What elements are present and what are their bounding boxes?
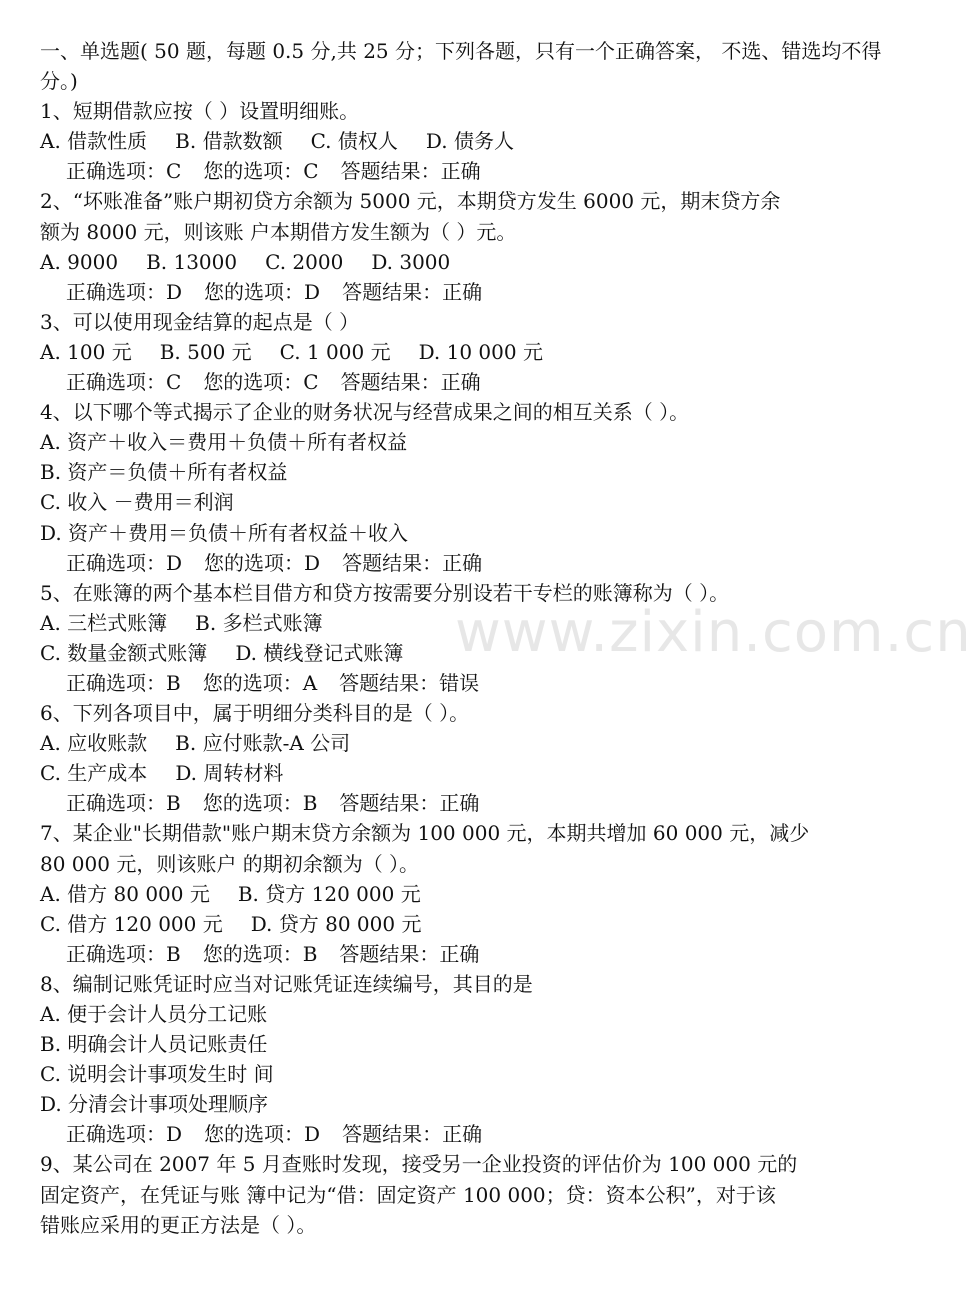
answer-outcome: 答题结果：正确 <box>339 791 480 816</box>
answer-option: C. 1 000 元 <box>279 339 391 364</box>
answer-outcome: 答题结果：正确 <box>340 370 481 395</box>
question-block <box>40 1149 890 1239</box>
answer-option: B. 500 元 <box>159 339 252 364</box>
option-line <box>40 1059 890 1089</box>
answer-result-line <box>40 1119 890 1149</box>
question-block <box>40 969 890 1150</box>
answer-result-line <box>40 788 890 818</box>
answer-outcome: 答题结果：正确 <box>342 550 483 575</box>
answer-option: D. 10 000 元 <box>418 339 543 364</box>
question-stem-line: 80 000 元，则该账户 的期初余额为（ ）。 <box>40 851 420 876</box>
option-line <box>40 909 890 939</box>
your-option: 您的选项：B <box>202 941 318 966</box>
question-stem-line: 6、下列各项目中，属于明细分类科目的是（ ）。 <box>40 701 470 726</box>
answer-option: C. 数量金额式账簿 <box>40 640 208 665</box>
answer-option: B. 明确会计人员记账责任 <box>40 1032 268 1057</box>
answer-option: C. 债权人 <box>310 129 398 154</box>
answer-result-line <box>40 668 890 698</box>
option-line <box>40 638 890 668</box>
option-line <box>40 457 890 487</box>
answer-option: C. 收入 －费用＝利润 <box>40 490 234 515</box>
question-stem-line: 错账应采用的更正方法是（ ）。 <box>40 1212 317 1237</box>
question-block <box>40 698 890 818</box>
correct-option: 正确选项：B <box>66 670 181 695</box>
your-option: 您的选项：D <box>204 1122 321 1147</box>
option-line <box>40 1029 890 1059</box>
question-block <box>40 818 890 968</box>
answer-option: C. 借方 120 000 元 <box>40 911 223 936</box>
answer-option: A. 100 元 <box>40 339 132 364</box>
answer-option: D. 分清会计事项处理顺序 <box>40 1092 269 1117</box>
correct-option: 正确选项：B <box>66 941 181 966</box>
option-line <box>40 427 890 457</box>
option-line <box>40 518 890 548</box>
your-option: 您的选项：D <box>204 279 321 304</box>
option-line <box>40 337 890 367</box>
your-option: 您的选项：B <box>202 791 318 816</box>
correct-option: 正确选项：D <box>66 279 183 304</box>
option-line <box>40 126 890 156</box>
answer-option: A. 借方 80 000 元 <box>40 881 210 906</box>
question-stem-line: 9、某公司在 2007 年 5 月查账时发现，接受另一企业投资的评估价为 100 000 元的 <box>40 1152 798 1177</box>
question-stem-line: 1、短期借款应按（ ）设置明细账。 <box>40 99 360 124</box>
answer-option: B. 资产＝负债＋所有者权益 <box>40 460 288 485</box>
correct-option: 正确选项：D <box>66 1122 183 1147</box>
answer-option: B. 借款数额 <box>175 129 283 154</box>
answer-outcome: 答题结果：正确 <box>340 159 481 184</box>
correct-option: 正确选项：D <box>66 550 183 575</box>
question-block <box>40 397 890 578</box>
answer-option: A. 资产＋收入＝费用＋负债＋所有者权益 <box>40 430 408 455</box>
your-option: 您的选项：C <box>203 370 319 395</box>
answer-option: D. 3000 <box>371 249 451 274</box>
answer-option: A. 9000 <box>40 249 119 274</box>
option-line <box>40 728 890 758</box>
answer-option: C. 生产成本 <box>40 761 148 786</box>
question-block <box>40 578 890 698</box>
answer-option: D. 周转材料 <box>175 761 284 786</box>
section-header: 一、单选题( 50 题，每题 0.5 分,共 25 分；下列各题，只有一个正确答案， 不选、错选均不得分。) <box>40 39 882 94</box>
answer-option: B. 13000 <box>146 249 238 274</box>
question-block <box>40 96 890 186</box>
answer-option: C. 说明会计事项发生时 间 <box>40 1062 274 1087</box>
answer-option: D. 横线登记式账簿 <box>235 640 404 665</box>
correct-option: 正确选项：B <box>66 791 181 816</box>
option-line <box>40 758 890 788</box>
question-stem-line: 额为 8000 元，则该账 户本期借方发生额为（ ）元。 <box>40 219 517 244</box>
question-stem-line: 4、以下哪个等式揭示了企业的财务状况与经营成果之间的相互关系（ ）。 <box>40 400 690 425</box>
option-line <box>40 487 890 517</box>
answer-option: B. 应付账款-A 公司 <box>175 731 351 756</box>
option-line <box>40 879 890 909</box>
answer-option: B. 贷方 120 000 元 <box>237 881 421 906</box>
question-stem-line: 8、编制记账凭证时应当对记账凭证连续编号，其目的是 <box>40 971 533 996</box>
answer-outcome: 答题结果：正确 <box>339 941 480 966</box>
answer-option: D. 贷方 80 000 元 <box>250 911 422 936</box>
option-line <box>40 999 890 1029</box>
answer-option: A. 便于会计人员分工记账 <box>40 1002 268 1026</box>
answer-option: D. 资产＋费用＝负债＋所有者权益＋收入 <box>40 520 409 545</box>
answer-outcome: 答题结果：错误 <box>339 670 480 695</box>
answer-option: A. 三栏式账簿 <box>40 610 168 635</box>
answer-result-line <box>40 277 890 307</box>
answer-option: A. 借款性质 <box>40 129 148 154</box>
correct-option: 正确选项：C <box>66 370 182 395</box>
answer-option: C. 2000 <box>265 249 344 274</box>
your-option: 您的选项：C <box>203 159 319 184</box>
answer-result-line <box>40 939 890 969</box>
answer-result-line <box>40 548 890 578</box>
question-stem-line: 固定资产，在凭证与账 簿中记为“借：固定资产 100 000；贷：资本公积”，对于该 <box>40 1182 776 1207</box>
your-option: 您的选项：A <box>202 670 318 695</box>
question-stem-line: 7、某企业"长期借款"账户期末贷方余额为 100 000 元，本期共增加 60 000 元，减少 <box>40 821 810 846</box>
correct-option: 正确选项：C <box>66 159 182 184</box>
question-stem-line: 5、在账簿的两个基本栏目借方和贷方按需要分别设若干专栏的账簿称为（ ）。 <box>40 580 730 605</box>
question-stem-line: 2、“坏账准备”账户期初贷方余额为 5000 元，本期贷方发生 6000 元，期末贷方余 <box>40 189 781 214</box>
answer-option: D. 债务人 <box>425 129 514 154</box>
document-page <box>40 36 890 1240</box>
watermark: www.zixin.com.cn <box>455 600 972 665</box>
option-line <box>40 247 890 277</box>
answer-option: B. 多栏式账簿 <box>195 610 323 635</box>
question-list <box>40 96 890 1240</box>
question-block <box>40 186 890 306</box>
option-line <box>40 1089 890 1119</box>
question-stem-line: 3、可以使用现金结算的起点是（ ） <box>40 309 360 334</box>
answer-outcome: 答题结果：正确 <box>342 1122 483 1147</box>
answer-result-line <box>40 156 890 186</box>
your-option: 您的选项：D <box>204 550 321 575</box>
answer-outcome: 答题结果：正确 <box>342 279 483 304</box>
question-block <box>40 307 890 397</box>
answer-result-line <box>40 367 890 397</box>
option-line <box>40 608 890 638</box>
answer-option: A. 应收账款 <box>40 731 148 756</box>
